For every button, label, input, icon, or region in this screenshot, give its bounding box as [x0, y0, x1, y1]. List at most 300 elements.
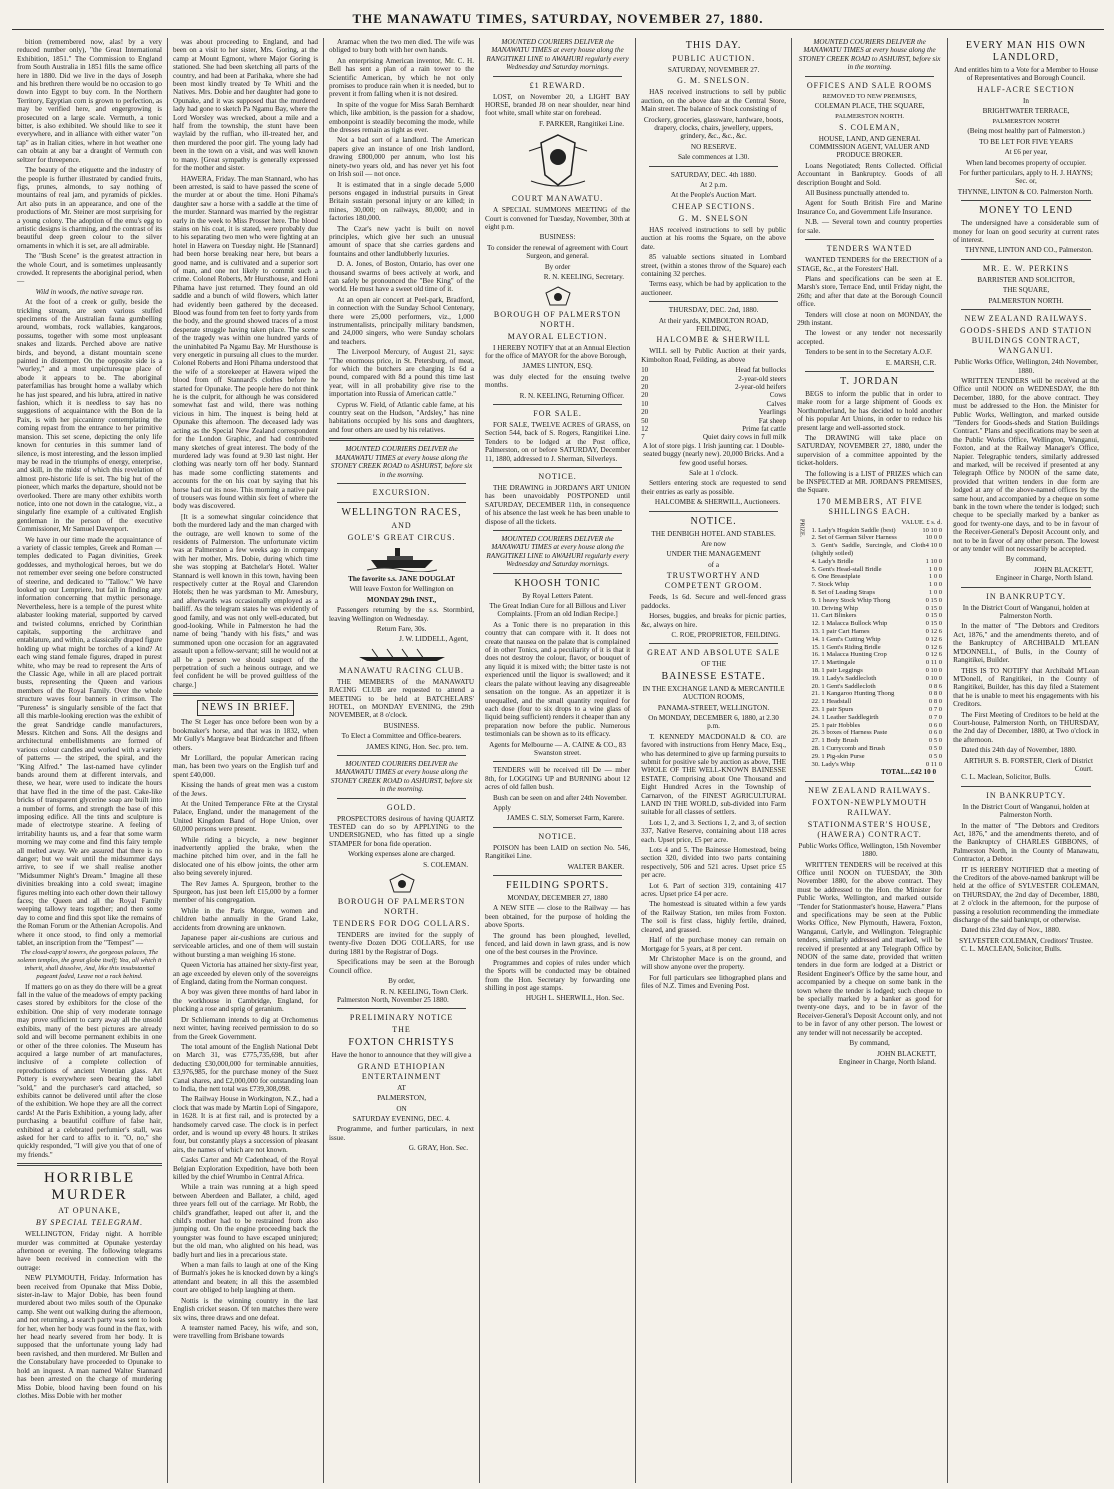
news-item: A boy was given three months of hard labor in the workhouse in Cambridge, England, for plucking a rose and sprig of geranium.	[173, 988, 319, 1014]
tenders-text: WANTED TENDERS for the ERECTION of a STAGE, &c., at the Foresters' Hall.	[797, 256, 943, 273]
further-text: For further particulars, apply to H. J. HAYNS; Sec. or,	[959, 169, 1093, 186]
dog-collar-text: TENDERS are invited for the supply of twenty-five Dozen DOG COLLARS, for use during 1881 by the Registrar of Dogs.	[329, 931, 475, 956]
cattle-row: 10 Head fat bullocks	[641, 366, 787, 375]
money-text: The undersigned have a considerable sum of money for loan on good security at current rates of interest.	[953, 219, 1099, 245]
yards-text: At their yards, KIMBOLTON ROAD, FEILDING,	[658, 316, 769, 333]
prize-row: 1. Lady's Hogskin Saddle (best) 10 10 0	[811, 526, 943, 534]
engineer-text: Engineer in Charge, North Island.	[838, 1057, 937, 1066]
every-man-heading: EVERY MAN HIS OWN LANDLORD,	[965, 40, 1087, 63]
reward-text: LOST, on November 20, a LIGHT BAY HORSE, branded J8 on near shoulder, near hind foot white, small white star on forehead.	[485, 92, 631, 118]
prize-row: 25. 1 pair Hobbles 0 6 0	[811, 721, 943, 729]
court-heading: COURT MANAWATU.	[511, 194, 604, 204]
prize-row: 8. Set of Leading Straps 1 0 0	[811, 589, 943, 597]
column-4	[480, 38, 636, 1483]
racing-club-text: THE MEMBERS of the MANAWATU RACING CLUB are requested to attend a MEETING to be held at BATCHELARS' HOTEL, on MONDAY EVENING, the 29th NOVEMBER, at 8 o'clock.	[329, 677, 475, 720]
great-sale-heading: GREAT AND ABSOLUTE SALE	[647, 648, 780, 658]
prize-row: 4. Lady's Bridle 1 10 0	[811, 557, 943, 565]
news-item: A teamster named Pacey, his wife, and son, were travelling from Brisbane towards	[173, 1323, 319, 1341]
column-3	[324, 38, 480, 1483]
perkins-heading: MR. E. W. PERKINS	[982, 263, 1070, 273]
are-now: Are now	[701, 540, 727, 549]
article-paragraph: In spite of the vogue for Miss Sarah Bernhardt which, like ambition, is the passion for a shadow, embonpoint is steadily becoming the mode, while the dresses remain as tight as ever.	[329, 100, 475, 135]
snelson-text-2: HAS received instructions to sell by public auction at his rooms the Square, on the above date.	[641, 225, 787, 251]
let-text: TO BE LET FOR FIVE YEARS	[979, 137, 1073, 146]
news-list	[173, 718, 318, 1340]
apply-label: Apply	[493, 803, 512, 812]
news-item: While a train was running at a high speed between Aberdeen and Ballater, a child, aged three years fell out of the carriage. Mr Robb, the child's grandfather, leaped out after it, and the child's mother had to be restrained from also jumping out. On the engine proceeding back the youngster was found to have escaped uninjured; but the old man, who alighted on his head, was badly hurt and lies in a precarious state.	[173, 1183, 319, 1259]
mayoral-heading: MAYORAL ELECTION.	[507, 331, 608, 341]
column-5	[636, 38, 792, 1483]
kennedy-text: T. KENNEDY MACDONALD & CO. are favored with instructions from Henry Mace, Esq., who has determined to give up farming pursuits to submit for positive sale by auction as above, THE WHOLE OF THE WELL-KNOWN BAINESSE ESTATE, Comprising about One Thousand and Eight Hundred Acres in the Township of Carnarvon, of the FINEST AGRICULTURAL LAND IN THE WORLD, sub-divided into Farm suitable for all classes of settlers.	[641, 732, 787, 817]
cattle-row: 20 Yearlings	[641, 408, 787, 417]
article-paragraph: HAWERA, Friday. The man Stannard, who has been arrested, is said to have passed the scene of the murder at or about the time. Honi Pihama's daughter saw a horse with a saddle at the time of the murder. Stannard was married by the registrar early in the week to Miss Prosser here. The blood stains on his coat, it is stated, were probably due to his separating two men who were fighting at an hotel in Hawera on Tuesday night. He [Stannard] had been horse breaking near here, but bears a good name, and is cultivated and a superior sort of man, and one not likely to commit such a crime. Colonel Roberts, Mr Hursthouse, and Honi Pihama have just returned. They found an old saddle and a bunch of wild flowers, which latter had evidently been gathered by the deceased. Blood was found from ten feet to forty yards from the body, and the ground showed traces of a most desperate struggle having taken place. The scene of the tragedy was within one hundred yards of the uninhabited Pa Ngamu Bay. Mr Hursthouse is very energetic in pursuing all clues to the murder. Colonel Roberts and Honi Pihama understood that the wife of a storekeeper at Hawera wiped the blood from off Stannard's clothes before he started for Opunake. The people here do not think he is the culprit, for although he was considered somewhat fast and wild, there was nothing vicious in him. The inquest is being held at Opunake this afternoon. The deceased lady was acting as the Special New Zealand correspondent for the London Graphic, and had contributed many sketches of great interest. The body of the murdered lady was found at 9.30 last night. Her clothing was nearly torn off her body. Stannard has made some conflicting statements and accounts for the on his coat by saying that his horse had cut its nose. This morning a native pair of trousers was found within six feet of where the body was discovered.	[173, 174, 319, 511]
ship-name: The favorite s.s. JANE DOUGLAT	[348, 574, 455, 583]
article-paragraph: was about proceeding to England, and had been on a visit to her sister, Mrs. Goring, at the camp at Mount Egmont, where Major Goring is stationed. She had been sketching all parts of the country, and had been at Parihaka, where she had been most kindly treated by Te Whiti and the Natives. Mrs. Dobie and her daughter had gone to Opunake, and it was supposed that the murdered lady had gone to sketch Pa Ngamu Bay, where the Lord Worsley was wrecked, about a mile and a half from the township, the stunt have been waylaid by the ruffian, who ill-treated her, and then murdered the poor girl. The young lady had been in the town on a visit, and was well known to many. [Great sympathy is generally expressed for the mother and sister.	[173, 38, 319, 173]
notify-text: THIS IS TO NOTIFY that Archibald M'Lean M'Donell, of Rangitikei, in the County of Rangitikei, Builder, has this day filed a Statement that he is unable to meet his engagements with his Creditors.	[953, 666, 1099, 709]
cattle-row: 10 Calves	[641, 399, 787, 408]
misc-lots: A lot of store pigs. 1 Irish jaunting car. 1 Double-seated buggy (nearly new). 20,000 Bricks. And a few good useful horses.	[642, 441, 785, 467]
business-text: To Elect a Committee and Office-bearers.	[341, 732, 462, 741]
jordan-heading: T. JORDAN	[840, 375, 899, 387]
mayoral-text: I HEREBY NOTIFY that at an Annual Election for the office of MAYOR for the above Borough,	[485, 343, 631, 360]
article-paragraph: The Czar's new yacht is built on novel principles, which give her such an unusual amount of space that she carries gardens and fountains and other landlubberly luxuries.	[329, 224, 475, 258]
panama-text: PANAMA-STREET, WELLINGTON.	[657, 703, 770, 712]
tenders-text: TENDERS will be received till De — mber 8th, for LOGGING UP and BURNING about 12 acres of old fallen bush.	[485, 766, 631, 792]
article-paragraph: At an open air concert at Peel-park, Bradford, in connection with the Sunday School Centenary, there were 25,000 performers, viz., 1,000 instrumentalists, principally military bandsmen, and 24,000 singers, who were Sunday scholars and teachers.	[329, 295, 475, 346]
square-text: THE SQUARE,	[1002, 286, 1050, 295]
keeling-signature: R. N. KEELING, Secretary.	[543, 273, 625, 282]
lots-text: Lots 1, 2, and 3. Sections 1, 2, and 3, of section 337, Native Reserve, containing about 118 acres each. Upset price, £5 per acre.	[641, 818, 787, 844]
keeling-signature: R. N. KEELING, Returning Officer.	[519, 391, 625, 400]
at-label: AT	[397, 1083, 406, 1092]
prize-row: 7. Stock Whip 1 0 0	[811, 581, 943, 589]
news-item: Casks Carter and Mr Cadenhead, of the Royal Belgian Exploration Expedition, have both been killed by the chief Wrumbo in Central Africa.	[173, 1156, 319, 1181]
cattle-row: 50 Fat sheep	[641, 416, 787, 425]
written-text: WRITTEN TENDERS will be received at the Office until NOON on WEDNESDAY, the 8th December, 1880, for the above contract. They must be addressed to the Hon. the Minister for Public Works, Wellington, and marked outside "Tenders for Goods-sheds and Station Buildings Contract." Plans and specifications may be seen at the Public Works Office, Wellington, Wanganui, Foxton, and at the Railway Manager's Office, Napier. Telegraphic tenders, similarly addressed and marked, will be received if presented at any Telegraph Office by NOON of the same date, provided that written tenders in due form are lodged at any of the above-named offices by the same hour, and accompanied by a cheque on some bank in the town where the tender is lodged; such cheque to be specially marked by a banker as good for twenty-one days, and to be in favour of the Receiver-General's Deposit Account only, and not to be in favor of any other person. The lowest or any tender will not necessarily be accepted.	[953, 376, 1099, 554]
circus-heading: GOLE'S GREAT CIRCUS.	[347, 532, 456, 542]
snelson-heading: G. M. SNELSON.	[677, 76, 751, 86]
couriers-notice: MOUNTED COURIERS DELIVER the MANAWATU TIMES at every house along the STONEY CREEK ROAD to ASHURST, before six in the morning.	[798, 38, 941, 72]
races-and: AND	[391, 520, 412, 530]
sale-time: Sale at 1 o'clock.	[689, 469, 738, 478]
maclean-text: C. L. Maclean, Solicitor, Bulls.	[961, 773, 1051, 782]
rowing-boat-icon	[329, 647, 474, 663]
business-text: To consider the renewal of agreement with Court Surgeon, and general.	[487, 243, 629, 261]
ship-return: Passengers returning by the s.s. Stormbird, leaving Wellington on Wednesday.	[329, 606, 475, 623]
ship-text: Will leave Foxton for Wellington on	[349, 585, 454, 594]
parker-signature: F. PARKER, Rangitikei Line.	[539, 119, 625, 128]
article-paragraph: It is estimated that in a single decade 5,000 persons engaged in industrial pursuits in Great Britain sustain personal injury or are killed; in mines, 30,000; on railways, 80,000; and in factories 180,000.	[329, 180, 475, 223]
monday-date: On MONDAY, DECEMBER 6, 1880, at 2.30 p.m.	[648, 713, 779, 731]
prize-row: 9. 1 heavy Stock Whip Thong 0 15 0	[811, 596, 943, 604]
christys-text: Have the honor to announce that they will give a	[331, 1051, 472, 1060]
money-heading: MONEY TO LEND	[979, 205, 1073, 217]
denbigh-text: THE DENBIGH HOTEL AND STABLES.	[651, 529, 776, 538]
lowest-text: The lowest or any tender not necessarily accepted.	[797, 329, 943, 346]
brighter-label: BRIGHTWATER TERRACE,	[982, 107, 1070, 116]
situated-text: The homestead is situated within a few yards of the Railway Station, ten miles from Foxton. The soil is first class, highly fertile, drained, cleared, and grassed.	[641, 900, 787, 934]
on-label: ON	[396, 1104, 407, 1113]
court-crest-icon	[485, 131, 630, 191]
khoosh-text-2: As a Tonic there is no preparation in this country that can compare with it. It does not create that nausea on the palate that is complained of in other Tonics, and a peculiarity of it is that it does not destroy the colour, flavor, or bouquet of any liquid it is mixed with; the bitter taste is not experienced until the liquor is swallowed; and it clears the palate without leaving any disagreeable sensation on the tongue. As an appetizer it is unequalled, and the small quantity required for each dose (four to six drops to a wine glass of liquid being sufficient) renders it cheaper than any preparation now before the public. Numerous testimonials can be shown as to its efficacy.	[485, 620, 631, 739]
tenders-text-2: Bush can be seen on and after 24th November.	[493, 793, 627, 802]
snelson-heading: G. M. SNELSON	[678, 213, 749, 223]
article-paragraph: The "Bush Scene" is the greatest attraction in the whole Court, and is sometimes unpleasantly crowded. It represents the aboriginal period, when —	[17, 252, 163, 286]
gray-signature: G. GRAY, Hon. Sec.	[408, 1144, 469, 1153]
plans-text: Plans and specifications can be seen at E. Marsh's store, Terrace End, until Friday night, the 26th; and after that date at the Borough Council office.	[797, 274, 943, 309]
loans-text: Loans Negotiated; Rents Collected. Official Accountant in Bankruptcy. Goods of all description Bought and Sold.	[797, 161, 943, 187]
prize-row: 23. 1 pair Spurs 0 7 0	[811, 705, 943, 713]
sherwill-signature: HUGH L. SHERWILL, Hon. Sec.	[525, 994, 625, 1003]
of-the: OF THE	[701, 660, 726, 669]
headline-telegram: BY SPECIAL TELEGRAM.	[35, 1218, 144, 1228]
cattle-row: 12 Prime fat cattle	[641, 425, 787, 433]
thursday-date: THURSDAY, DEC. 2nd, 1880.	[668, 306, 759, 315]
dated-text: Dated this 23rd day of Nov., 1880.	[961, 926, 1061, 935]
mayor-text-2: was duly elected for the ensuing twelve months.	[485, 372, 631, 390]
couriers-notice: MOUNTED COURIERS DELIVER the MANAWATU TIMES at every house along the STONEY CREEK ROAD to ASHURST, before six in the morning.	[330, 445, 473, 479]
business-text: All Business punctually attended to.	[805, 189, 910, 198]
stock-list: Crockery, groceries, glassware, hardware, boots, drapery, clocks, chairs, jewellery, uppers, grindery, &c., &c., &c.	[643, 115, 784, 141]
jordan-text: BEGS to inform the public that in order to make room for a large shipment of Goods ex Northumberland, he has decided to hold another of his popular Art Unions, in order to reduce his present large and well-assorted stock.	[797, 389, 943, 432]
sale-commences: Sale commences at 1.30.	[677, 153, 750, 162]
news-item: Nottis is the winning country in the last English cricket season. Of ten matches there were six wins, three draws and one defeat.	[173, 1296, 319, 1322]
following-text: The following is a LIST of PRIZES which can be INSPECTED at MR. JORDAN'S PREMISES, the Square.	[797, 469, 943, 495]
pn-label: PALMERSTON NORTH.	[835, 112, 905, 120]
preliminary-heading: PRELIMINARY NOTICE	[349, 1013, 454, 1023]
feilding-text-2: The ground has been ploughed, levelled, fenced, and laid down in lawn grass, and is now one of the best courses in the Province.	[485, 931, 631, 957]
dog-collar-text-2: Specifications may be seen at the Borough Council office.	[329, 958, 475, 975]
notified-text: IT IS HEREBY NOTIFIED that a meeting of the Creditors of the above-named bankrupt will be held at the office of SYLVESTER COLEMAN, on THURSDAY, the 2nd day of December, 1880, at 2 o'clock in the afternoon, for the purpose of passing a resolution recommending the immediate discharge of the said bankrupt, or otherwise.	[953, 865, 1099, 925]
pn-label: PALMERSTON NORTH	[992, 117, 1060, 125]
value-header: VALUE. £ s. d.	[901, 518, 943, 526]
news-item: When a man fails to laugh at one of the King of Burmah's jokes he is knocked down by a king's attendant and beaten; in all this the assembled court are obliged to help laughing at them.	[173, 1261, 319, 1295]
prize-row: 19. 1 Lady's Saddlecloth 0 10 0	[811, 674, 943, 682]
article-paragraph: The beauty of the etiquette and the industry of the people is further illustrated by candied fruits, figs, prunes, almonds, to say nothing of mountains of real jam, and pyramids of pickles. Art also puts in an appearance, and one of the productions of Mr. Steiner are most surprising for a young colony. The adoption of the emu's egg to artistic designs is charming, and the contrast of its beautiful deep green colour to the silver ornaments in which it is set, are all admirable.	[17, 166, 163, 250]
prize-row: 30. Lady's Whip 0 11 0	[811, 760, 943, 768]
article-paragraph: We have in our time made the acquaintance of a variety of classic temples, Greek and Roman — temples dedicated to Pagan divinities, Greek goddesses, and mythological heroes, but we do not remember ever seeing one before constructed of steerine, and dedicated to "Tallow." We have looked up our Lempriere, but fail in finding any information concerning that mythic personage. Nevertheless, here is a temple of the purest white alabaster looking material, supported by carved and twisted columns, enriched by Corinthian capitals, supporting the architrave and entablature, and within, a classically draped figure holding up what might be torches of a kind? At each wing stand female figures, draped in purest white, who may be read to represent the Arts of the Classic Age, while in all are placed portrait busts, representing the Queen and various members of the Royal Family. Over the whole structure waves four banners in crimson. The "Pureness" is singularly sensible of the fact that all this marble-looking erection was the exhibit of the great Sandridge candle manufacturers, Messrs. Kitchen and Sons. All the designs and architectural embellishments are formed of various colour candles and worked with a variety of patterns — the striped, the spiral, and the "King Alfred." The last-named have cylinder bands around them at different intervals, and these, we hear, were used to indicate the hours that have fled in the time of the past. Cake-like bricks of transparent glycerine soap are built into a number of forms, and strength the base of this imposing edifice. All the tints and sculpture is made of electrotype stearine. A feeling of irritability haunts us, and a fear that some warm morning we may come and find this fairy temple all melted away. We are assured that there is no danger; but we wait until the midsummer days arrive, to see if we shall realise another "Midsummer Night's Dream." Imagine all these divinities breaking into a cold sweat; imagine figures melting into each other down their tallowy faces; the Queen and all the Royal Family weeping tallowy tears together; and then some day to come and find this spot like the remains of the Roman Forum or the Athenian Acropolis. And where it once stood, to find only a memorial tablet, an inscription from the "Tempest" —	[17, 535, 163, 948]
cheap-sections-heading: CHEAP SECTIONS.	[671, 201, 756, 211]
news-item: While in the Paris Morgue, women and children bathe annually in the Grand Lake, accidents from drowning are unknown.	[173, 906, 319, 932]
article-paragraph: [It is a somewhat singular coincidence that both the murdered lady and the man charged with the outrage, are well known to some of the residents of Palmerston. The unfortunate victim was at Palmerston a few weeks ago in company with her mother, Mrs. Dobie, during which time she was stopping at Batchelar's Hotel. Walter Stannard is well known in this town, having been respectively cutter at the Royal and Clarendon Hotels; then he was yardsman to Mr. Amesbury, and afterwards was occasionally employed as a bailiff. As the telegram states he was evidently of good family, and was not only well-educated, but good-looking. While in Palmerston he had the name of being "handy with his fists," and was summoned upon one occasion for an aggravated assault upon a fellow-servant; still he would not at all be a person we should suspect of the perpetration of such a heinous outrage, and we feel confident he will be proved guiltless of the charge.]	[173, 512, 319, 689]
article-paragraph: The Liverpool Mercury, of August 21, says: "The enormous price, in St. Petersburg, of meat, for which the butchers are charging 1s 6d a pound, compared with 8d a pound this time last year, will in all probability give rise to the importation into Russia of American cattle."	[329, 348, 475, 399]
article-paragraph: D. A. Jones, of Boston, Ontario, has over one thousand swarms of bees actively at work, and can safely be pronounced the "Bee King" of the world. He must have a sweet old time of it.	[329, 260, 475, 294]
shares-heading: 170 MEMBERS, AT FIVE SHILLINGS EACH.	[816, 496, 923, 516]
agent-signature: J. W. LIDDELL, Agent,	[399, 635, 469, 644]
racing-club-heading: MANAWATU RACING CLUB.	[339, 665, 465, 675]
prize-row: 5. Gent's Head-stall Bridle 1 0 0	[811, 565, 943, 573]
news-item: Dr Schliemann intends to dig at Orchomenus next winter, having received permission to do so from the Greek Government.	[173, 1015, 319, 1041]
feilding-text: A NEW SITE — close to the Railway — has been obtained, for the purpose of holding the above Sports.	[485, 904, 631, 930]
prize-row: 17. 1 Martingale 0 11 0	[811, 659, 943, 667]
article-paragraph: At the foot of a creek or gully, beside the trickling stream, are seen various stuffed specimens of the Australian fauna gumbelling around, wombats, rock wallabies, kangaroos, possums, together with some most unpleasant snakes and lizards. Perched above are native birds, and beyond, a distant mountain scene painted in distemper. On the opposite side is a "wurley," and a most unpicturesque place of abode it appears to be. The aboriginal paterfamilias has brought home a wallaby which he has just speared, and his lubra, attired in native fashion, which it is needless to say has no suggestions of acquaintance with the Bon de la Paix, is with her piccaninny contemplating the coming repast from the entrance to her primitive mansion. This set scene, depicting the only life known for centuries in this summer land of silence, is most interesting, and the lesson implied may be read in the triumphs of energy, enterprise, and skill, in the midst of which this revelation of almost pre-historic life is set. The big hut of the pioneer, which marks the departure, should not be overlooked. There are many other exhibits worth notice, into one not down in the catalogue, viz., a singularly fine example of a cultivated English gentleman in the person of the executive Commissioner, Mr Samuel Davenport.	[17, 298, 163, 534]
news-item: While riding a bicycle, a new beginner inadvertently applied the brake, when the machine pitched him over, and in the fall he dislocated one of his elbow joints, the other arm also being severely injured.	[173, 835, 319, 878]
prize-row: 18. 1 pair Leggings 0 10 0	[811, 666, 943, 674]
command-text: By command,	[849, 1039, 890, 1048]
article-paragraph: NEW PLYMOUTH, Friday. Information has been received from Opunake that Miss Dobie, sister-in-law to Major Dobie, has been found murdered about two miles south of the Opunake camp. She went out walking during the afternoon, and not returning, a search party was sent to look for her, when her body was found in the flax, with her head nearly severed from her body. It is supposed that the unfortunate young lady had been ravished, and then murdered. Mr Bullen and the Constabulary have proceeded to Opunake to hold an inquest. A man named Walter Stannard has been arrested on the charge of murdering Miss Dobie, blood having been found on his clothes. Miss Dobie with her mother	[17, 1274, 163, 1400]
pn-label: PALMERSTON NORTH.	[988, 296, 1064, 305]
news-item: Kissing the hands of great men was a custom of the Jews.	[173, 781, 319, 798]
of-a: of a	[708, 560, 720, 569]
sylvester-signature: SYLVESTER COLEMAN, Creditors' Trustee.	[959, 936, 1093, 945]
saturday-evening: SATURDAY EVENING, DEC. 4.	[352, 1114, 451, 1123]
saturday-date: SATURDAY, NOVEMBER 27.	[667, 66, 760, 74]
pwo-text: Public Works Office, Wellington, 15th November 1880.	[798, 841, 941, 859]
masthead: THE MANAWATU TIMES, SATURDAY, NOVEMBER 27, 1880.	[12, 8, 1104, 30]
news-in-brief-heading: NEWS IN BRIEF.	[173, 700, 318, 716]
tenders-visit: Tenders will close at noon on MONDAY, the 29th instant.	[797, 310, 943, 327]
programme-text: Programme, and further particulars, in next issue.	[329, 1125, 475, 1142]
tenders-sent: Tenders to be sent in to the Secretary A.O.F.	[805, 348, 932, 357]
prize-row: 3. Gent's Saddle, Surcingle, and Cloth (slightly soiled) 4 10 0	[811, 542, 943, 558]
reward-heading: £1 REWARD.	[529, 80, 586, 90]
prize-row: 10. Driving Whip 0 15 0	[811, 604, 943, 612]
halcombe-heading: HALCOMBE & SHERWILL	[656, 335, 771, 345]
borough-heading: BOROUGH OF PALMERSTON NORTH.	[337, 897, 466, 917]
feilding-date: MONDAY, DECEMBER 27, 1880	[507, 894, 608, 902]
first-meeting-text: The First Meeting of Creditors to be held at the Court-house, Palmerston North, on THURSDAY, the 2nd day of December, 1880, at Two o'clock in the afternoon.	[953, 710, 1099, 744]
maclean-text: C. L. MACLEAN, Solicitor, Bulls.	[961, 945, 1062, 954]
goods-heading: GOODS-SHEDS AND STATION BUILDINGS CONTRACT, WANGANUI.	[959, 326, 1093, 356]
bankruptcy-heading: IN BANKRUPTCY.	[986, 790, 1066, 800]
horses-text: Horses, buggies, and breaks for picnic parties, &c, always on hire.	[641, 612, 787, 629]
prize-list	[811, 527, 942, 769]
keeling-signature: R. N. KEELING, Town Clerk.	[380, 987, 469, 996]
prize-row: 27. 1 Body Brush 0 5 0	[811, 737, 943, 745]
this-day-heading: THIS DAY.	[685, 40, 742, 51]
purchased-text: When land becomes property of occupier.	[965, 158, 1087, 167]
forster-signature: ARTHUR S. B. FORSTER, Clerk of District Court.	[963, 756, 1093, 773]
feilding-heading: FEILDING SPORTS.	[505, 880, 610, 891]
quote-verse: The cloud-capp'd towers, the gorgeous palaces, The solemn temples, the great globe itself; Yea, all which it inherit, shall dissolve, And, like this insubstantial pageant faded, Leave not a rack behind.	[17, 949, 162, 980]
couriers-notice: MOUNTED COURIERS DELIVER the MANAWATU TIMES at every house along the RANGITIKEI LINE to AWAHURI regularly every Wednesday and Saturday mornings.	[486, 535, 629, 569]
headline-murder: HORRIBLE MURDER	[44, 1170, 135, 1204]
prize-row: 20. 1 Gent's Saddlecloth 0 8 6	[811, 682, 943, 690]
prize-row: 13. 1 pair Cart Hames 0 12 6	[811, 628, 943, 635]
prize-total: TOTAL...£42 10 0	[881, 768, 937, 777]
thynne-signature: THYNNE, LINTON & CO. Palmerston North.	[957, 187, 1093, 196]
for-sale-heading: FOR SALE.	[533, 408, 582, 418]
bankruptcy-heading: IN BANKRUPTCY.	[986, 591, 1066, 601]
house-land-text: HOUSE, LAND, AND GENERAL COMMISSION AGENT, VALUER AND PRODUCE BROKER.	[809, 134, 930, 160]
article-paragraph: An enterprising American inventor, Mr. C. H. Bell has sent a plan of a rain tower to the Scientific American, by which he not only promises to produce rain when it is needed, but to prevent it from falling when it is not desired.	[329, 56, 475, 99]
crest-icon	[485, 285, 630, 307]
headline-location: AT OPUNAKE,	[58, 1206, 121, 1216]
nzr-heading: NEW ZEALAND RAILWAYS.	[964, 314, 1088, 324]
gold-text: PROSPECTORS desirous of having QUARTZ TESTED can do so by APPLYING to the UNDERSIGNED, who has fitted up a single STAMPER for bona fide operation.	[329, 814, 475, 848]
command-text: By command,	[1005, 555, 1047, 564]
district-court-text: In the District Court of Wanganui, holden at Palmerston North.	[962, 802, 1090, 820]
prize-row: 6. One Breastplate 1 0 0	[811, 573, 943, 581]
nb-text: N.B. — Several town and country properties for sale.	[797, 218, 943, 235]
mace-text: Mr Christopher Mace is on the ground, and will show anyone over the property.	[641, 954, 787, 972]
cattle-row: 7 Quiet dairy cows in full milk	[641, 433, 787, 442]
dec4-date: SATURDAY, DEC. 4th 1880.	[670, 170, 757, 179]
khoosh-text-1: The Great Indian Cure for all Billous and Liver Complaints. [From an old Indian Recipe.]	[489, 602, 626, 619]
notice-heading: NOTICE.	[690, 515, 737, 527]
coleman-signature: S. COLEMAN.	[423, 860, 469, 869]
borough-heading: BOROUGH OF PALMERSTON NORTH.	[493, 309, 622, 329]
column-2	[168, 38, 324, 1483]
groom-heading: TRUSTWORTHY AND COMPETENT GROOM.	[664, 571, 763, 591]
column-1	[12, 38, 168, 1483]
prize-row: 21. 1 Kangaroo Hunting Thong 0 8 0	[811, 690, 943, 698]
prize-row: 24. 1 Leather Saddlegirth 0 7 0	[811, 713, 943, 721]
news-item: The Rev James A. Spurgeon, brother to the Spurgeon, has just been left £15,000 by a former member of his congregation.	[173, 879, 319, 905]
prize-row: 15. 1 Gent's Riding Bridle 0 12 6	[811, 643, 943, 651]
dog-collar-heading: TENDERS FOR DOG COLLARS.	[332, 919, 471, 929]
cattle-row: 20 2-year-old steers	[641, 374, 787, 383]
gold-heading: GOLD.	[386, 802, 417, 812]
by-order: By order,	[388, 977, 415, 986]
news-item: Japanese paper air-cushions are curious and serviceable articles, and one of them will sustain without bursting a man weighing 16 stone.	[173, 934, 319, 959]
article-paragraph: Aramac when the two men died. The wife was obliged to bury both with her own hands.	[329, 38, 475, 55]
entitles-text: And entitles him to a Vote for a Member to House of Representatives and Borough Council.	[954, 66, 1098, 83]
cattle-list	[641, 366, 786, 442]
prize-row: 14. 1 Gent's Cutting Whip 0 12 6	[811, 635, 943, 643]
notice-heading: NOTICE.	[538, 831, 577, 841]
sections-text: 85 valuable sections situated in Lombard street, (within a stones throw of the Square) each containing 32 perches.	[641, 253, 787, 278]
prize-row: 29. 1 Pig-skin Purse 0 5 0	[811, 752, 943, 760]
news-item: Mr Lorillard, the popular American racing man, has been two years on the English turf and spent £40,000.	[173, 753, 319, 779]
khoosh-sub: By Royal Letters Patent.	[522, 591, 593, 600]
halcombe-signature: HALCOMBE & SHERWILL, Auctioneers.	[654, 498, 781, 507]
no-reserve: NO RESERVE.	[690, 142, 737, 151]
the-label: THE	[392, 1025, 411, 1035]
removed-text: REMOVED TO NEW PREMISES,	[822, 92, 917, 100]
agents-text: Agents for Melbourne — A. CAINE & CO., 83 Swanston street.	[489, 740, 626, 757]
couriers-notice: MOUNTED COURIERS DELIVER the MANAWATU TIMES at every house along the STONEY CREEK ROAD to ASHURST, before six in the morning.	[330, 760, 473, 794]
article-paragraph: Cyprus W. Field, of Atlantic cable fame, at his country seat on the Hudson, "Ardsley," has nine habitations occupied by his sons and daughters, and four others are used by his relatives.	[329, 400, 475, 434]
ship-date: MONDAY 29th INST.,	[366, 595, 437, 604]
crest-icon	[329, 872, 474, 894]
court-text: A SPECIAL SUMMONS MEETING of the Court is convened for Tuesday, November, 30th at eight p.m.	[485, 206, 631, 232]
business-label: BUSINESS.	[383, 721, 420, 730]
grand-heading: GRAND ETHIOPIAN ENTERTAINMENT	[357, 1061, 446, 1081]
nzr-heading: NEW ZEALAND RAILWAYS.	[808, 785, 931, 795]
palmerston-label: PALMERSTON,	[377, 1094, 426, 1103]
prize-row: 28. 1 Currycomb and Brush 0 5 0	[811, 744, 943, 752]
lot6-text: Lot 6. Part of section 319, containing 417 acres. Upset price £4 per acre.	[641, 881, 787, 899]
pwo-text: Public Works Office, Wellington, 24th November, 1880.	[954, 358, 1098, 375]
feilding-text-3: Programmes and copies of rules under which the Sports will be conducted may be obtained from the Hon. Secretary by forwarding one shilling in post age stamps.	[485, 958, 631, 993]
marsh-signature: E. MARSH, C.R.	[885, 358, 937, 367]
cattle-row: 20 Cows	[641, 391, 787, 400]
blackett-signature: JOHN BLACKETT,	[1034, 565, 1093, 574]
for-sale-text: FOR SALE, TWELVE ACRES of GRASS, on Section 544, back of S. Rogers, Rangitikei Line. Tenders to be lodged at the Post office, Palmerston, on or before SATURDAY, December 11, 1880, addressed to J. Sherman, Silverleys.	[485, 420, 631, 463]
halcombe-text: WILL sell by Public Auction at their yards, Kimbolton Road, Feilding, as above	[641, 347, 787, 364]
christys-heading: FOXTON CHRISTYS	[348, 1037, 455, 1049]
by-order: By order	[544, 262, 571, 271]
matter-text: In the matter of "The Debtors and Creditors Act, 1876," and the amendments thereto, and of the Bankruptcy of CHARLES GIBBONS, of Palmerston North, in the County of Manawatu, Contractor, a Debtor.	[953, 821, 1099, 864]
bainesse-heading: BAINESSE ESTATE.	[661, 670, 766, 682]
in-label: In	[1023, 96, 1030, 105]
engineer-text: Engineer in Charge, North Island.	[995, 574, 1093, 583]
half-acre-heading: HALF-ACRE SECTION	[977, 84, 1075, 94]
king-signature: JAMES KING, Hon. Sec. pro. tem.	[366, 742, 469, 751]
excursion-heading: EXCURSION.	[372, 487, 431, 497]
half-text: Half of the purchase money can remain on Mortgage for 5 years, at 8 per cent.	[641, 936, 787, 953]
blackett-signature: JOHN BLACKETT,	[877, 1049, 937, 1058]
column-7	[948, 38, 1104, 1483]
columns	[12, 38, 1104, 1483]
news-item: The St Leger has once before been won by a bookmaker's horse, and that was in 1832, when Mr Gully's Margrave beat Birdcatcher and fifteen others.	[173, 718, 319, 752]
article-paragraph: WELLINGTON, Friday night. A horrible murder was committed at Opunake yesterday afternoon or evening. The following telegrams have been received in connection with the outrage:	[17, 1230, 163, 1272]
news-item: The total amount of the English National Debt on March 31, was £775,735,698, but after deducting £30,000,000 for terminable annuities, £3,976,985, for the purchase money of the Suez Canal shares, and £2,000,000 for outstanding loan to India, the nett total was £739,308,098.	[173, 1042, 319, 1093]
roe-signature: C. ROE, PROPRIETOR, FEILDING.	[671, 630, 781, 639]
fare: Return Fare, 30s.	[376, 624, 427, 633]
healthy-text: (Being most healthy part of Palmerston.)	[967, 127, 1085, 136]
prize-row: 12. 1 Malacca Bullock Whip 0 15 0	[811, 620, 943, 628]
notice-text: THE DRAWING in JORDAN'S ART UNION has been unavoidably POSTPONED until SATURDAY, DECEMBER 11th, in consequence of his absence the last week he has been unable to dispose of all the tickets.	[485, 483, 631, 526]
steamship-icon	[329, 546, 474, 572]
district-court-text: In the District Court of Wanganui, holden at Palmerston North.	[962, 603, 1090, 621]
prize-row: 22. 1 Headstall 0 8 0	[811, 698, 943, 706]
offices-heading: OFFICES AND SALE ROOMS	[806, 80, 933, 90]
races-heading: WELLINGTON RACES,	[341, 506, 462, 518]
matter-text: In the matter of "The Debtors and Creditors Act, 1876," and the amendments thereto, and of the Bankruptcy of ARCHIBALD M'LEAN M'DONNELL, of Bulls, in the County of Rangitikei, Builder.	[953, 622, 1099, 665]
particulars-text: For full particulars see lithographed plans and files of N.Z. Times and Evening Post.	[641, 973, 787, 991]
poison-text: POISON has been LAID on section No. 546, Rangitikei Line.	[485, 843, 631, 861]
tenders-wanted-heading: TENDERS WANTED	[826, 244, 913, 254]
baker-signature: WALTER BAKER.	[567, 862, 625, 871]
couriers-notice: MOUNTED COURIERS DELIVER the MANAWATU TIMES at every house along the RANGITIKEI LINE to AWAHURI regularly every Wednesday and Saturday mornings.	[486, 38, 629, 72]
mayor-name: JAMES LINTON, ESQ.	[522, 362, 593, 371]
under-management: UNDER THE MANAGEMENT	[666, 550, 761, 559]
thynne-signature: THYNNE, LINTON AND CO., Palmerston.	[964, 246, 1093, 255]
exchange-text: IN THE EXCHANGE LAND & MERCANTILE AUCTION ROOMS,	[642, 684, 785, 702]
article-paragraph: Not a bad sort of a landlord. The American papers give an instance of one Irish landlord, drawing £800,000 per annum, who lost his ninety-two years old, and has never yet his foot on Irish soil — not once.	[329, 136, 475, 179]
settlers-text: Settlers entering stock are requested to send their entries as early as possible.	[641, 479, 787, 496]
coleman-place: COLEMAN PLACE, THE SQUARE,	[814, 102, 925, 111]
prize-row: 26. 3 boxes of Harness Paste 0 6 0	[811, 729, 943, 737]
at-2pm: At 2 p.m.	[699, 181, 728, 190]
prize-row: 11. Cart Blinkers 0 15 0	[811, 612, 943, 620]
prize-table	[797, 519, 942, 769]
pn-date: Palmerston North, November 25 1880.	[337, 995, 449, 1004]
agent-text: Agent for South British Fire and Marine Insurance Co, and Government Life Insurance.	[797, 199, 943, 216]
news-item: The Railway House in Workington, N.Z., had a clock that was made by Martin Lopi of Singapore, in 1628. It is at first rail, and is protected by a handsomely carved case. The clock is in perfect order, and is wound up every 48 hours. It strikes four, but constantly plays a succession of pleasant airs, the names of which are not known.	[173, 1095, 319, 1154]
notice-heading: NOTICE.	[538, 471, 577, 481]
lots45-text: Lots 4 and 5. The Bainesse Homestead, being section 320, divided into two parts containing respectively, 506 and 521 acres. Upset price £5 per acre.	[641, 846, 787, 880]
at6-text: At £6 per year,	[1004, 148, 1048, 157]
cattle-row: 20 2-year-old heifers	[641, 382, 787, 391]
business-label: BUSINESS:	[539, 233, 576, 242]
column-6	[792, 38, 948, 1483]
khoosh-heading: KHOOSH TONIC	[514, 577, 601, 589]
public-auction-heading: PUBLIC AUCTION.	[672, 54, 756, 63]
peoples-mart: At the People's Auction Mart.	[670, 191, 757, 200]
dated-text: Dated this 24th day of November, 1880.	[961, 746, 1077, 755]
quote-line: Wild in woods, the native savage ran.	[35, 287, 144, 296]
written-text: WRITTEN TENDERS will be received at this Office until NOON on TUESDAY, the 30th November 1880, for the above contract. They must be addressed to the Hon. the Minister for Public Works, Wellington, and marked outside "Tender for Stationmaster's house, Hawera." Plans and specifications may be seen at the Public Works Office, New Plymouth, Hawera, Foxton, Wanganui, Carlyle, and Wellington. Telegraphic tenders, similarly addressed and marked, will be received if presented at any Telegraph Office by NOON of the same date, provided that written tenders in due form are lodged at a District or Resident Engineer's Office by the same hour, and accompanied by a cheque on some bank in the town where the tender is lodged; such cheque to be specially marked by a banker as good for twenty-one days, and to be in favor of the Receiver-General's Deposit Account only, and not to be in favor of any other person. The lowest or any tender will not necessarily be accepted.	[797, 860, 943, 1037]
news-item: Queen Victoria has attained her sixty-first year, an age exceeded by eleven only of the sovereigns of England, dating from the Norman conquest.	[173, 961, 319, 987]
snelson-text: HAS received instructions to sell by public auction, on the above date at the Central Store, Main street. The balance of Stock consisting of	[641, 88, 787, 114]
feeds-text: Feeds, 1s 6d. Secure and well-fenced grass paddocks.	[641, 593, 787, 610]
prize-label: PRIZE.	[798, 518, 805, 538]
news-item: At the United Temperance Fête at the Crystal Palace, England, under the management of the United Kingdom Band of Hope Union, over 60,000 persons were present.	[173, 799, 319, 834]
coleman-heading: S. COLEMAN,	[839, 122, 901, 132]
article-paragraph: bition (remembered now, alas! by a very reduced number only), "the Great International Exhibition, 1851." The Commission to England from South Australia in 1851 fills the same office here in 1880. Did we live in the days of Joseph and his brethren there would be no occasion to go down into Egypt to buy corn. In the Northern Territory, Egyptian corn is grown to perfection, as may be verified here, and engergrowing is prosecuted on a large scale. Vermuth, a tonic bitter, is also exhibited. We should like to see it everywhere, and in alliance with either water "on tap" as in Italian cities, where in hot weather one can obtain at any bar a draught of Vermuth con seltzer for threepence.	[17, 38, 163, 164]
barrister-text: BARRISTER AND SOLICITOR,	[977, 275, 1075, 284]
foxton-railway-heading: FOXTON-NEWPLYMOUTH RAILWAY.	[812, 797, 927, 817]
prize-row: 2. Set of German Silver Harness 10 0 0	[811, 534, 943, 542]
stationmaster-heading: STATIONMASTER'S HOUSE, (HAWERA) CONTRACT.	[807, 819, 932, 839]
prize-row: 16. 1 Malacca Hunting Crop 0 12 6	[811, 651, 943, 659]
drawing-text: The DRAWING will take place on SATURDAY, NOVEMBER 27, 1880, under the supervision of a committee appointed by the ticket-holders.	[797, 434, 943, 468]
sly-signature: JAMES C. SLY, Somerset Farm, Karere.	[506, 814, 625, 823]
gold-text-2: Working expenses alone are charged.	[348, 850, 455, 859]
